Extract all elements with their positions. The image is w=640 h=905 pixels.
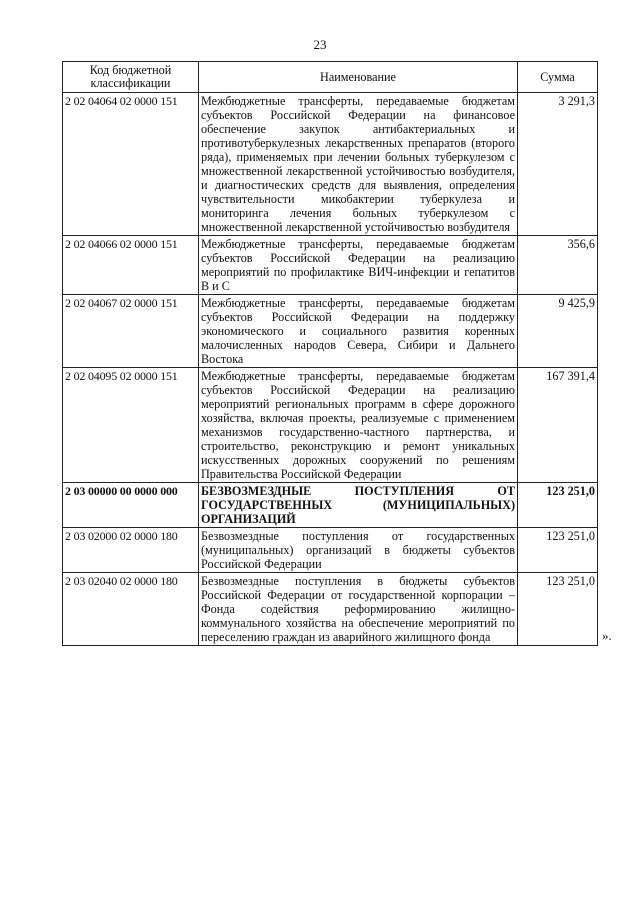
row-code: 2 02 04067 02 0000 151 <box>63 295 199 368</box>
table-row-section-total <box>63 483 598 528</box>
row-sum: 9 425,9 <box>518 295 598 368</box>
table-row <box>63 368 598 483</box>
row-code: 2 03 00000 00 0000 000 <box>63 483 199 528</box>
table-row <box>63 93 598 236</box>
table-row <box>63 236 598 295</box>
row-sum: 3 291,3 <box>518 93 598 236</box>
row-code: 2 03 02040 02 0000 180 <box>63 573 199 646</box>
table-header-row <box>63 62 598 93</box>
row-name: Межбюджетные трансферты, передаваемые бюджетам субъектов Российской Федерации на реализацию мероприятий по профилактике ВИЧ-инфекции и гепатитов B и C <box>199 236 518 295</box>
budget-classification-table <box>62 61 598 646</box>
row-name: Межбюджетные трансферты, передаваемые бюджетам субъектов Российской Федерации на реализацию мероприятий региональных программ в сфере дорожного хозяйства, включая проекты, реализуемые с применением механизмов государственно-частного партнерства, и строительство, реконструкцию и ремонт уникальных искусственных дорожных сооружений по решениям Правительства Российской Федерации <box>199 368 518 483</box>
row-code: 2 02 04064 02 0000 151 <box>63 93 199 236</box>
row-name: БЕЗВОЗМЕЗДНЫЕ ПОСТУПЛЕНИЯ ОТ ГОСУДАРСТВЕННЫХ (МУНИЦИПАЛЬНЫХ) ОРГАНИЗАЦИЙ <box>199 483 518 528</box>
table-row <box>63 573 598 646</box>
table-row <box>63 295 598 368</box>
page-number: 23 <box>313 37 327 52</box>
header-name: Наименование <box>199 62 518 93</box>
row-name: Безвозмездные поступления в бюджеты субъектов Российской Федерации от государственной корпорации – Фонда содействия реформированию жилищно-коммунального хозяйства на обеспечение мероприятий по переселению граждан из аварийного жилищного фонда <box>199 573 518 646</box>
header-code: Код бюджетной классификации <box>63 62 199 93</box>
row-sum: 123 251,0 <box>518 573 598 646</box>
row-name: Безвозмездные поступления от государственных (муниципальных) организаций в бюджеты субъектов Российской Федерации <box>199 528 518 573</box>
table-row <box>63 528 598 573</box>
row-sum: 167 391,4 <box>518 368 598 483</box>
header-sum: Сумма <box>518 62 598 93</box>
row-name: Межбюджетные трансферты, передаваемые бюджетам субъектов Российской Федерации на поддержку экономического и социального развития коренных малочисленных народов Севера, Сибири и Дальнего Востока <box>199 295 518 368</box>
row-code: 2 02 04095 02 0000 151 <box>63 368 199 483</box>
row-sum: 123 251,0 <box>518 483 598 528</box>
row-sum: 356,6 <box>518 236 598 295</box>
closing-quote-mark: ». <box>602 628 612 643</box>
row-sum: 123 251,0 <box>518 528 598 573</box>
row-name: Межбюджетные трансферты, передаваемые бюджетам субъектов Российской Федерации на финансовое обеспечение закупок антибактериальных и противотуберкулезных лекарственных препаратов (второго ряда), применяемых при лечении больных туберкулезом с множественной лекарственной устойчивостью возбудителя, и диагностических средств для выявления, определения чувствительности микобактерии туберкулеза и мониторинга лечения больных туберкулезом с множественной лекарственной устойчивостью возбудителя <box>199 93 518 236</box>
row-code: 2 02 04066 02 0000 151 <box>63 236 199 295</box>
row-code: 2 03 02000 02 0000 180 <box>63 528 199 573</box>
